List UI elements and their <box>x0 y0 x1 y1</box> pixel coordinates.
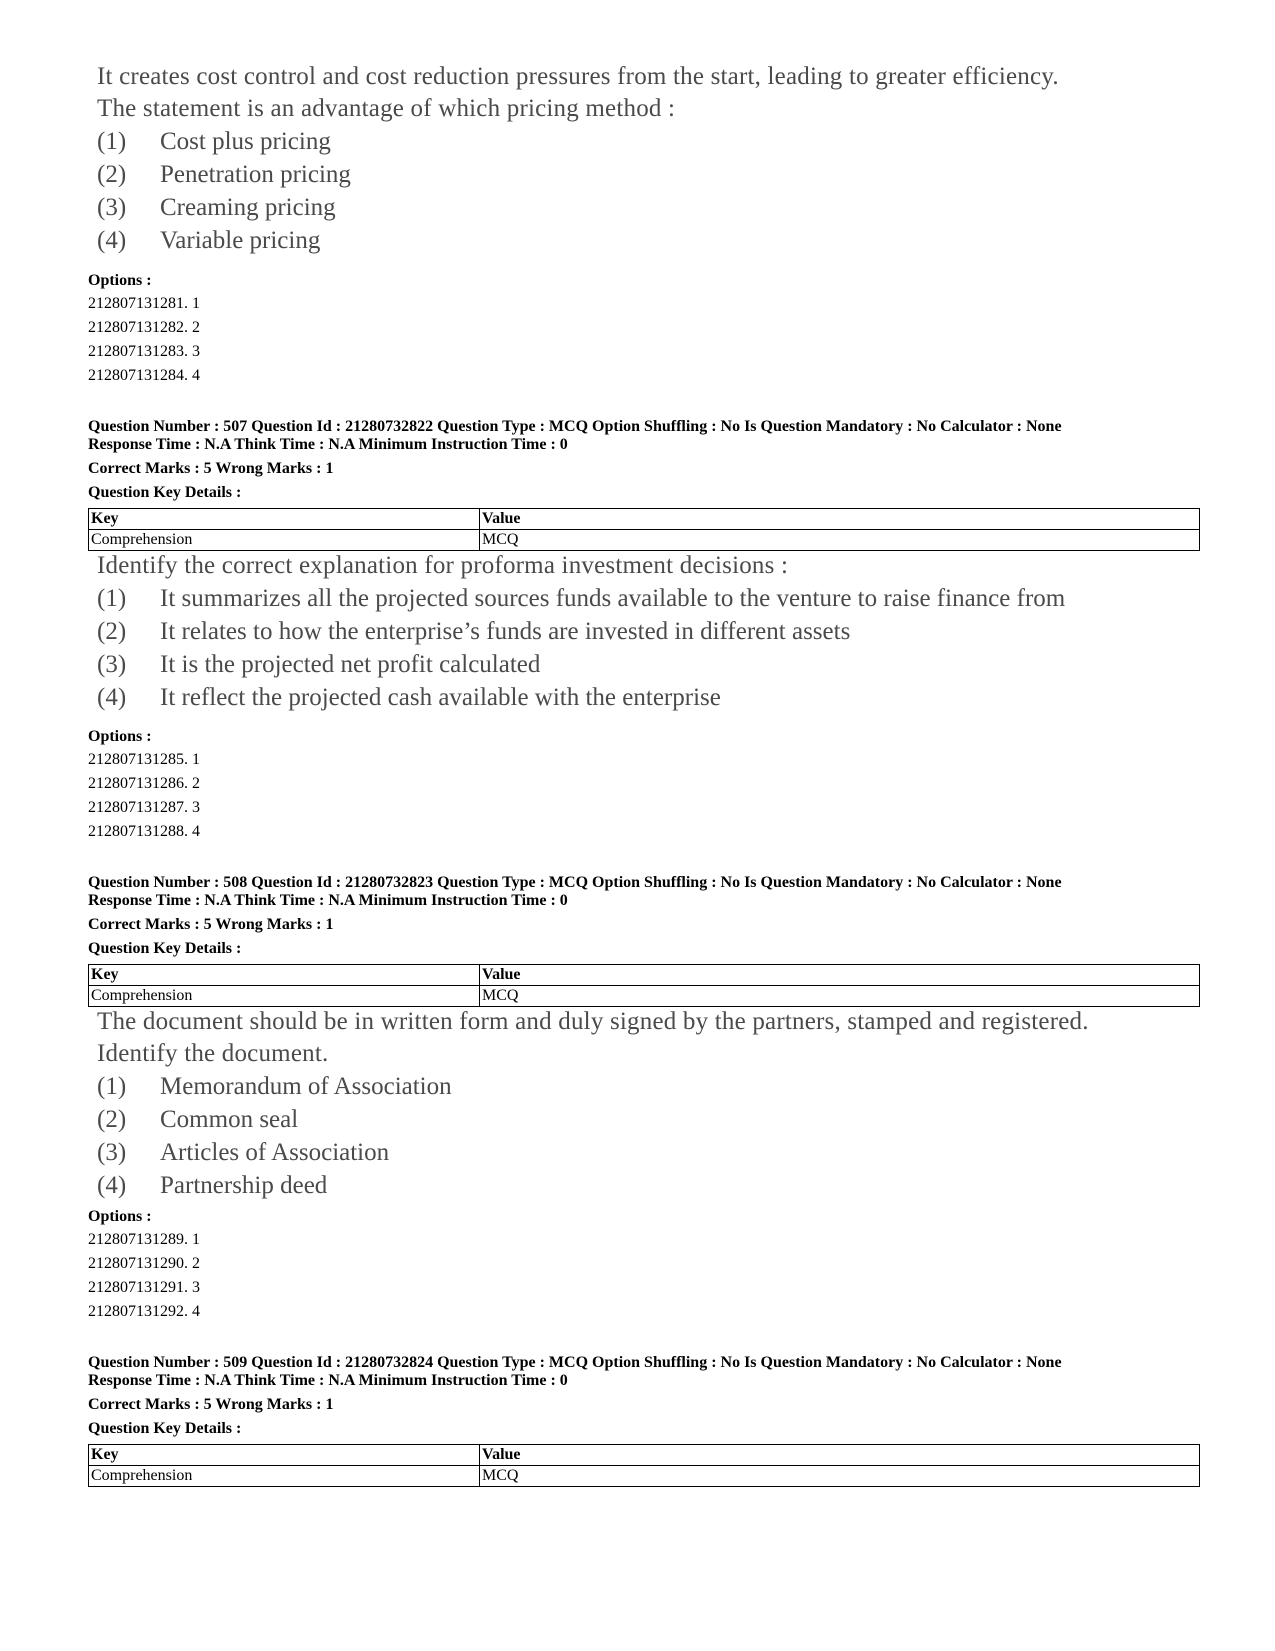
option-row: 212807131287. 3 <box>88 799 200 816</box>
options-list <box>88 725 200 844</box>
table-header-value: Value <box>480 965 1200 986</box>
options-list <box>88 1205 200 1324</box>
choice-item: (2) Penetration pricing <box>97 161 351 188</box>
question-meta-line: Question Number : 509 Question Id : 21280732824 Question Type : MCQ Option Shuffling : No Is Question Mandatory : No Calculator : None <box>88 1354 1062 1371</box>
question-meta-line: Question Number : 508 Question Id : 21280732823 Question Type : MCQ Option Shuffling : No Is Question Mandatory : No Calculator : None <box>88 874 1062 891</box>
choice-item: (1) Cost plus pricing <box>97 128 331 155</box>
choice-item: (3) Articles of Association <box>97 1139 390 1166</box>
table-header-key: Key <box>89 965 480 986</box>
option-row: 212807131283. 3 <box>88 343 200 360</box>
table-cell-value: MCQ <box>480 530 1200 551</box>
option-row: 212807131284. 4 <box>88 367 200 384</box>
key-details-table <box>88 1444 1200 1487</box>
choice-item: (2) It relates to how the enterprise’s funds are invested in different assets <box>97 618 851 645</box>
question-meta-line: Response Time : N.A Think Time : N.A Minimum Instruction Time : 0 <box>88 436 568 453</box>
option-row: 212807131292. 4 <box>88 1303 200 1320</box>
choice-item: (2) Common seal <box>97 1106 299 1133</box>
choice-item: (1) Memorandum of Association <box>97 1073 452 1100</box>
question-507-scan <box>97 550 1207 714</box>
question-509-header <box>88 1354 1198 1487</box>
choice-item: (3) Creaming pricing <box>97 194 336 221</box>
options-title: Options : <box>88 1208 152 1225</box>
key-details-table <box>88 508 1200 551</box>
question-meta-line: Response Time : N.A Think Time : N.A Minimum Instruction Time : 0 <box>88 1372 568 1389</box>
choice-item: (4) Variable pricing <box>97 227 321 254</box>
key-details-title: Question Key Details : <box>88 1420 242 1437</box>
table-cell-value: MCQ <box>480 1466 1200 1487</box>
option-row: 212807131282. 2 <box>88 319 200 336</box>
key-details-table <box>88 964 1200 1007</box>
key-details-title: Question Key Details : <box>88 484 242 501</box>
option-row: 212807131289. 1 <box>88 1231 200 1248</box>
option-row: 212807131290. 2 <box>88 1255 200 1272</box>
option-row: 212807131288. 4 <box>88 823 200 840</box>
question-text-line: It creates cost control and cost reduction pressures from the start, leading to greater efficiency. <box>97 63 1059 90</box>
marks-line: Correct Marks : 5 Wrong Marks : 1 <box>88 460 334 477</box>
table-header-value: Value <box>480 509 1200 530</box>
option-row: 212807131291. 3 <box>88 1279 200 1296</box>
table-header-key: Key <box>89 509 480 530</box>
question-text-line: Identify the document. <box>97 1040 329 1067</box>
question-text-line: The statement is an advantage of which pricing method : <box>97 95 676 122</box>
table-cell-value: MCQ <box>480 986 1200 1007</box>
question-506-scan <box>97 61 1207 257</box>
table-header-value: Value <box>480 1445 1200 1466</box>
table-cell-key: Comprehension <box>89 986 480 1007</box>
table-cell-key: Comprehension <box>89 1466 480 1487</box>
question-text-line: Identify the correct explanation for proforma investment decisions : <box>97 552 789 579</box>
table-header-key: Key <box>89 1445 480 1466</box>
choice-item: (3) It is the projected net profit calculated <box>97 651 541 678</box>
key-details-title: Question Key Details : <box>88 940 242 957</box>
option-row: 212807131286. 2 <box>88 775 200 792</box>
table-cell-key: Comprehension <box>89 530 480 551</box>
choice-item: (1) It summarizes all the projected sources funds available to the venture to raise finance from <box>97 585 1066 612</box>
question-507-header <box>88 418 1198 551</box>
options-title: Options : <box>88 728 152 745</box>
options-list <box>88 269 200 388</box>
marks-line: Correct Marks : 5 Wrong Marks : 1 <box>88 916 334 933</box>
marks-line: Correct Marks : 5 Wrong Marks : 1 <box>88 1396 334 1413</box>
question-text-line: The document should be in written form and duly signed by the partners, stamped and registered. <box>97 1008 1089 1035</box>
question-meta-line: Question Number : 507 Question Id : 21280732822 Question Type : MCQ Option Shuffling : No Is Question Mandatory : No Calculator : None <box>88 418 1062 435</box>
question-meta-line: Response Time : N.A Think Time : N.A Minimum Instruction Time : 0 <box>88 892 568 909</box>
option-row: 212807131281. 1 <box>88 295 200 312</box>
question-508-header <box>88 874 1198 1007</box>
options-title: Options : <box>88 272 152 289</box>
option-row: 212807131285. 1 <box>88 751 200 768</box>
choice-item: (4) Partnership deed <box>97 1172 328 1199</box>
question-508-scan <box>97 1006 1207 1202</box>
choice-item: (4) It reflect the projected cash available with the enterprise <box>97 684 721 711</box>
